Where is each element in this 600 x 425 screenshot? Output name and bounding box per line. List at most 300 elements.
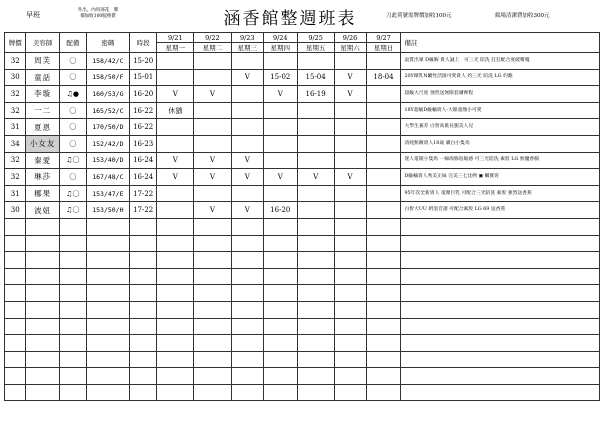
pricing-rule-2: 級場清潔費加收300元 <box>495 13 550 19</box>
day-cell <box>157 202 194 219</box>
empty-row <box>5 301 600 318</box>
note-cell: 20Y爆乳N屬性活潑可愛貴人 妁三光 陪洗 LG 妁皰 <box>401 69 600 86</box>
day-cell: V <box>263 86 297 103</box>
empty-cell <box>157 252 194 269</box>
col-weekday-1: 星期一 <box>157 43 194 53</box>
empty-cell <box>86 318 129 335</box>
day-cell <box>366 119 401 136</box>
empty-cell <box>59 301 86 318</box>
col-date-4: 9/24 <box>263 33 297 43</box>
col-date-5: 9/25 <box>297 33 334 43</box>
plate-price-cell: 32 <box>5 152 26 169</box>
empty-cell <box>59 235 86 252</box>
header-row-dates <box>5 33 600 43</box>
day-cell <box>297 53 334 70</box>
empty-cell <box>86 218 129 235</box>
plate-price-cell: 31 <box>5 185 26 202</box>
empty-cell <box>334 368 366 385</box>
empty-cell <box>129 368 156 385</box>
empty-cell <box>263 285 297 302</box>
empty-cell <box>366 335 401 352</box>
shift-label: 早班 <box>26 11 40 19</box>
empty-cell <box>26 318 59 335</box>
empty-cell <box>129 235 156 252</box>
equipment-cell: 〇 <box>59 119 86 136</box>
time-slot-cell: 16-24 <box>129 152 156 169</box>
empty-cell <box>5 301 26 318</box>
day-cell: V <box>334 169 366 186</box>
empty-cell <box>401 335 600 352</box>
day-cell: 18-04 <box>366 69 401 86</box>
empty-cell <box>59 252 86 269</box>
empty-cell <box>194 235 232 252</box>
empty-cell <box>157 301 194 318</box>
empty-cell <box>26 368 59 385</box>
empty-cell <box>366 285 401 302</box>
day-cell: V <box>157 152 194 169</box>
day-cell <box>334 119 366 136</box>
empty-cell <box>157 351 194 368</box>
empty-cell <box>401 318 600 335</box>
col-beautician: 美容師 <box>26 33 59 53</box>
empty-cell <box>366 384 401 401</box>
schedule-table <box>4 32 600 401</box>
col-weekday-5: 星期五 <box>297 43 334 53</box>
empty-cell <box>86 335 129 352</box>
empty-row <box>5 218 600 235</box>
day-cell <box>334 152 366 169</box>
empty-cell <box>26 252 59 269</box>
empty-cell <box>231 351 263 368</box>
beautician-name-cell: 夏恩 <box>26 119 59 136</box>
empty-cell <box>297 351 334 368</box>
empty-cell <box>157 218 194 235</box>
day-cell: V <box>297 169 334 186</box>
empty-row <box>5 285 600 302</box>
plate-price-cell: 32 <box>5 169 26 186</box>
empty-cell <box>157 368 194 385</box>
empty-cell <box>5 268 26 285</box>
beautician-name-cell: 李璇 <box>26 86 59 103</box>
beautician-name-cell: 梛果 <box>26 185 59 202</box>
time-slot-cell: 17-22 <box>129 202 156 219</box>
time-slot-cell: 17-22 <box>129 185 156 202</box>
empty-cell <box>5 384 26 401</box>
time-slot-cell: 15-20 <box>129 53 156 70</box>
day-cell <box>297 152 334 169</box>
empty-cell <box>263 318 297 335</box>
note-cell: 清純無敵貴人18歲 膚白小隻馬 <box>401 135 600 152</box>
empty-cell <box>129 351 156 368</box>
table-row <box>5 152 600 169</box>
day-cell: V <box>334 86 366 103</box>
note-cell: 18Y超級D級輸貴人-大眼童顏小可愛 <box>401 102 600 119</box>
empty-cell <box>231 252 263 269</box>
equipment-cell: ♫● <box>59 86 86 103</box>
equipment-cell: 〇 <box>59 69 86 86</box>
empty-cell <box>231 384 263 401</box>
empty-cell <box>401 351 600 368</box>
beautician-name-cell: 琳莎 <box>26 169 59 186</box>
col-equip: 配備 <box>59 33 86 53</box>
page-title: 涵香館整週班表 <box>223 9 357 29</box>
plate-price-cell: 32 <box>5 53 26 70</box>
empty-cell <box>59 268 86 285</box>
empty-cell <box>26 335 59 352</box>
time-slot-cell: 16-20 <box>129 86 156 103</box>
empty-cell <box>231 368 263 385</box>
day-cell <box>297 185 334 202</box>
day-cell: 15-04 <box>297 69 334 86</box>
empty-cell <box>5 285 26 302</box>
day-cell <box>263 53 297 70</box>
plate-price-cell: 30 <box>5 202 26 219</box>
empty-cell <box>5 335 26 352</box>
col-date-2: 9/22 <box>194 33 232 43</box>
empty-cell <box>129 218 156 235</box>
empty-cell <box>157 335 194 352</box>
empty-cell <box>86 368 129 385</box>
day-cell <box>334 185 366 202</box>
empty-cell <box>5 218 26 235</box>
col-weekday-2: 星期二 <box>194 43 232 53</box>
table-row <box>5 102 600 119</box>
time-slot-cell: 16-22 <box>129 102 156 119</box>
note-cell: 大學生兼差 白皙高挑長腿美人兒 <box>401 119 600 136</box>
empty-cell <box>157 268 194 285</box>
empty-cell <box>231 301 263 318</box>
empty-cell <box>231 235 263 252</box>
empty-cell <box>334 335 366 352</box>
empty-cell <box>26 268 59 285</box>
day-cell: V <box>194 169 232 186</box>
empty-cell <box>366 268 401 285</box>
empty-cell <box>129 384 156 401</box>
day-cell: V <box>231 169 263 186</box>
empty-cell <box>366 218 401 235</box>
empty-cell <box>334 318 366 335</box>
beautician-name-cell: 秦愛 <box>26 152 59 169</box>
note-cell: 迷人電眼小隻馬 一線海豚島敏感 可三光陪洗 素股 LG 無魔香腸 <box>401 152 600 169</box>
day-cell <box>334 135 366 152</box>
empty-cell <box>129 268 156 285</box>
empty-cell <box>157 384 194 401</box>
day-cell: V <box>231 69 263 86</box>
empty-row <box>5 235 600 252</box>
day-cell <box>263 119 297 136</box>
time-slot-cell: 16-22 <box>129 119 156 136</box>
time-slot-cell: 15-01 <box>129 69 156 86</box>
table-row <box>5 86 600 103</box>
equipment-cell: ♫〇 <box>59 185 86 202</box>
day-cell <box>263 135 297 152</box>
empty-cell <box>334 351 366 368</box>
col-plate: 牌價 <box>5 33 26 53</box>
code-cell: 170/50/D <box>86 119 129 136</box>
empty-cell <box>194 384 232 401</box>
day-cell <box>334 53 366 70</box>
note-cell: D級輸貴人秀美正妹 完美三七比例 ▣ 觸實客 <box>401 169 600 186</box>
day-cell <box>157 119 194 136</box>
empty-cell <box>366 301 401 318</box>
empty-cell <box>59 285 86 302</box>
day-cell <box>334 202 366 219</box>
empty-cell <box>297 252 334 269</box>
equipment-cell: 〇 <box>59 169 86 186</box>
day-cell <box>231 135 263 152</box>
empty-cell <box>129 335 156 352</box>
empty-cell <box>26 285 59 302</box>
empty-cell <box>366 351 401 368</box>
col-time: 時段 <box>129 33 156 53</box>
empty-cell <box>263 368 297 385</box>
day-cell <box>231 53 263 70</box>
empty-cell <box>401 368 600 385</box>
day-cell <box>366 169 401 186</box>
beautician-name-cell: 童話 <box>26 69 59 86</box>
day-cell: V <box>231 202 263 219</box>
empty-cell <box>26 351 59 368</box>
empty-cell <box>263 252 297 269</box>
empty-cell <box>297 318 334 335</box>
empty-cell <box>263 235 297 252</box>
day-cell <box>194 53 232 70</box>
empty-cell <box>231 268 263 285</box>
table-row <box>5 53 600 70</box>
empty-cell <box>263 351 297 368</box>
equipment-cell: ♫〇 <box>59 202 86 219</box>
plate-price-cell: 32 <box>5 86 26 103</box>
beautician-name-cell: 波妞 <box>26 202 59 219</box>
day-cell <box>297 119 334 136</box>
empty-cell <box>194 218 232 235</box>
day-cell <box>194 102 232 119</box>
equipment-cell: 〇 <box>59 135 86 152</box>
empty-cell <box>297 218 334 235</box>
empty-cell <box>59 368 86 385</box>
empty-cell <box>297 384 334 401</box>
day-cell <box>231 102 263 119</box>
empty-cell <box>231 335 263 352</box>
day-cell: 休猶 <box>157 102 194 119</box>
empty-cell <box>86 285 129 302</box>
col-date-7: 9/27 <box>366 33 401 43</box>
empty-cell <box>401 252 600 269</box>
empty-cell <box>129 301 156 318</box>
col-date-6: 9/26 <box>334 33 366 43</box>
plate-price-cell: 34 <box>5 135 26 152</box>
empty-cell <box>26 301 59 318</box>
empty-cell <box>59 351 86 368</box>
empty-cell <box>129 252 156 269</box>
note-cell: 白皙大UU 奶泡音譜 可配合素股 LG 69 送香蕉 <box>401 202 600 219</box>
empty-cell <box>5 318 26 335</box>
day-cell <box>366 53 401 70</box>
day-cell <box>157 69 194 86</box>
empty-cell <box>194 285 232 302</box>
day-cell <box>366 185 401 202</box>
empty-cell <box>334 235 366 252</box>
empty-cell <box>26 235 59 252</box>
day-cell: V <box>231 152 263 169</box>
empty-cell <box>263 268 297 285</box>
empty-cell <box>59 335 86 352</box>
empty-cell <box>86 351 129 368</box>
empty-cell <box>297 235 334 252</box>
empty-cell <box>157 235 194 252</box>
empty-cell <box>194 301 232 318</box>
header-note <box>66 8 130 20</box>
code-cell: 160/53/G <box>86 86 129 103</box>
empty-cell <box>231 218 263 235</box>
empty-cell <box>86 301 129 318</box>
day-cell <box>194 119 232 136</box>
day-cell: V <box>334 69 366 86</box>
empty-cell <box>86 235 129 252</box>
day-cell <box>297 202 334 219</box>
note-cell: 氣質出眾 D級胸 貴人誠上 可三光 陪洗 狂狂配合度破嚐嘎 <box>401 53 600 70</box>
empty-cell <box>366 252 401 269</box>
day-cell: V <box>157 86 194 103</box>
empty-cell <box>231 285 263 302</box>
day-cell: V <box>194 202 232 219</box>
table-row <box>5 135 600 152</box>
day-cell <box>194 185 232 202</box>
day-cell <box>194 69 232 86</box>
empty-cell <box>86 252 129 269</box>
empty-cell <box>194 252 232 269</box>
empty-cell <box>334 301 366 318</box>
empty-cell <box>366 235 401 252</box>
day-cell: 15-02 <box>263 69 297 86</box>
empty-cell <box>86 384 129 401</box>
empty-cell <box>263 335 297 352</box>
empty-row <box>5 318 600 335</box>
empty-cell <box>26 384 59 401</box>
code-cell: 153/40/D <box>86 152 129 169</box>
plate-price-cell: 30 <box>5 69 26 86</box>
day-cell <box>366 152 401 169</box>
empty-cell <box>194 368 232 385</box>
code-cell: 165/52/C <box>86 102 129 119</box>
empty-cell <box>194 318 232 335</box>
day-cell: V <box>194 152 232 169</box>
empty-row <box>5 252 600 269</box>
day-cell <box>231 119 263 136</box>
pricing-rule-1: 刀此荷號需牌價加收100元 <box>386 13 452 19</box>
day-cell <box>231 185 263 202</box>
day-cell <box>334 102 366 119</box>
day-cell <box>366 86 401 103</box>
empty-cell <box>334 285 366 302</box>
note-cell: 95年次全新貴人 童顏巨乳 可配合三光陪洗 素股 強烈送香蕉 <box>401 185 600 202</box>
col-note: 備註 <box>401 33 600 53</box>
equipment-cell: ♫〇 <box>59 152 86 169</box>
table-row <box>5 169 600 186</box>
empty-row <box>5 384 600 401</box>
empty-cell <box>157 318 194 335</box>
day-cell <box>263 102 297 119</box>
day-cell: V <box>263 169 297 186</box>
empty-cell <box>263 218 297 235</box>
empty-cell <box>334 252 366 269</box>
empty-cell <box>129 318 156 335</box>
empty-cell <box>297 285 334 302</box>
empty-cell <box>401 301 600 318</box>
col-code: 密碼 <box>86 33 129 53</box>
empty-cell <box>26 218 59 235</box>
empty-cell <box>194 268 232 285</box>
empty-cell <box>334 384 366 401</box>
empty-cell <box>334 268 366 285</box>
plate-price-cell: 31 <box>5 119 26 136</box>
day-cell <box>157 135 194 152</box>
equipment-cell: 〇 <box>59 102 86 119</box>
empty-row <box>5 368 600 385</box>
col-weekday-3: 星期三 <box>231 43 263 53</box>
empty-cell <box>5 235 26 252</box>
empty-cell <box>366 318 401 335</box>
code-cell: 167/48/C <box>86 169 129 186</box>
beautician-name-cell: 小女友 <box>26 135 59 152</box>
beautician-name-cell: 一二 <box>26 102 59 119</box>
empty-cell <box>401 268 600 285</box>
empty-cell <box>297 335 334 352</box>
day-cell <box>157 53 194 70</box>
empty-cell <box>401 235 600 252</box>
day-cell: 16-20 <box>263 202 297 219</box>
table-row <box>5 202 600 219</box>
empty-cell <box>5 368 26 385</box>
day-cell <box>194 135 232 152</box>
empty-cell <box>297 268 334 285</box>
code-cell: 158/42/C <box>86 53 129 70</box>
code-cell: 152/42/D <box>86 135 129 152</box>
empty-cell <box>334 218 366 235</box>
plate-price-cell: 32 <box>5 102 26 119</box>
empty-cell <box>5 252 26 269</box>
empty-cell <box>263 384 297 401</box>
day-cell <box>366 202 401 219</box>
table-row <box>5 69 600 86</box>
empty-cell <box>366 368 401 385</box>
empty-cell <box>263 301 297 318</box>
empty-row <box>5 268 600 285</box>
empty-cell <box>401 218 600 235</box>
empty-cell <box>194 335 232 352</box>
empty-cell <box>297 368 334 385</box>
col-weekday-7: 星期日 <box>366 43 401 53</box>
empty-cell <box>129 285 156 302</box>
empty-row <box>5 351 600 368</box>
header-note-line-1: 外出、內用部花 牌 <box>77 8 119 13</box>
time-slot-cell: 16-23 <box>129 135 156 152</box>
table-row <box>5 185 600 202</box>
day-cell <box>297 102 334 119</box>
empty-cell <box>401 384 600 401</box>
header-note-line-2: 價加收100服務費 <box>80 14 116 19</box>
time-slot-cell: 16-24 <box>129 169 156 186</box>
empty-cell <box>59 318 86 335</box>
day-cell <box>366 135 401 152</box>
col-weekday-4: 星期四 <box>263 43 297 53</box>
day-cell <box>263 152 297 169</box>
empty-cell <box>86 268 129 285</box>
day-cell <box>263 185 297 202</box>
empty-row <box>5 335 600 352</box>
equipment-cell: 〇 <box>59 53 86 70</box>
day-cell <box>297 135 334 152</box>
